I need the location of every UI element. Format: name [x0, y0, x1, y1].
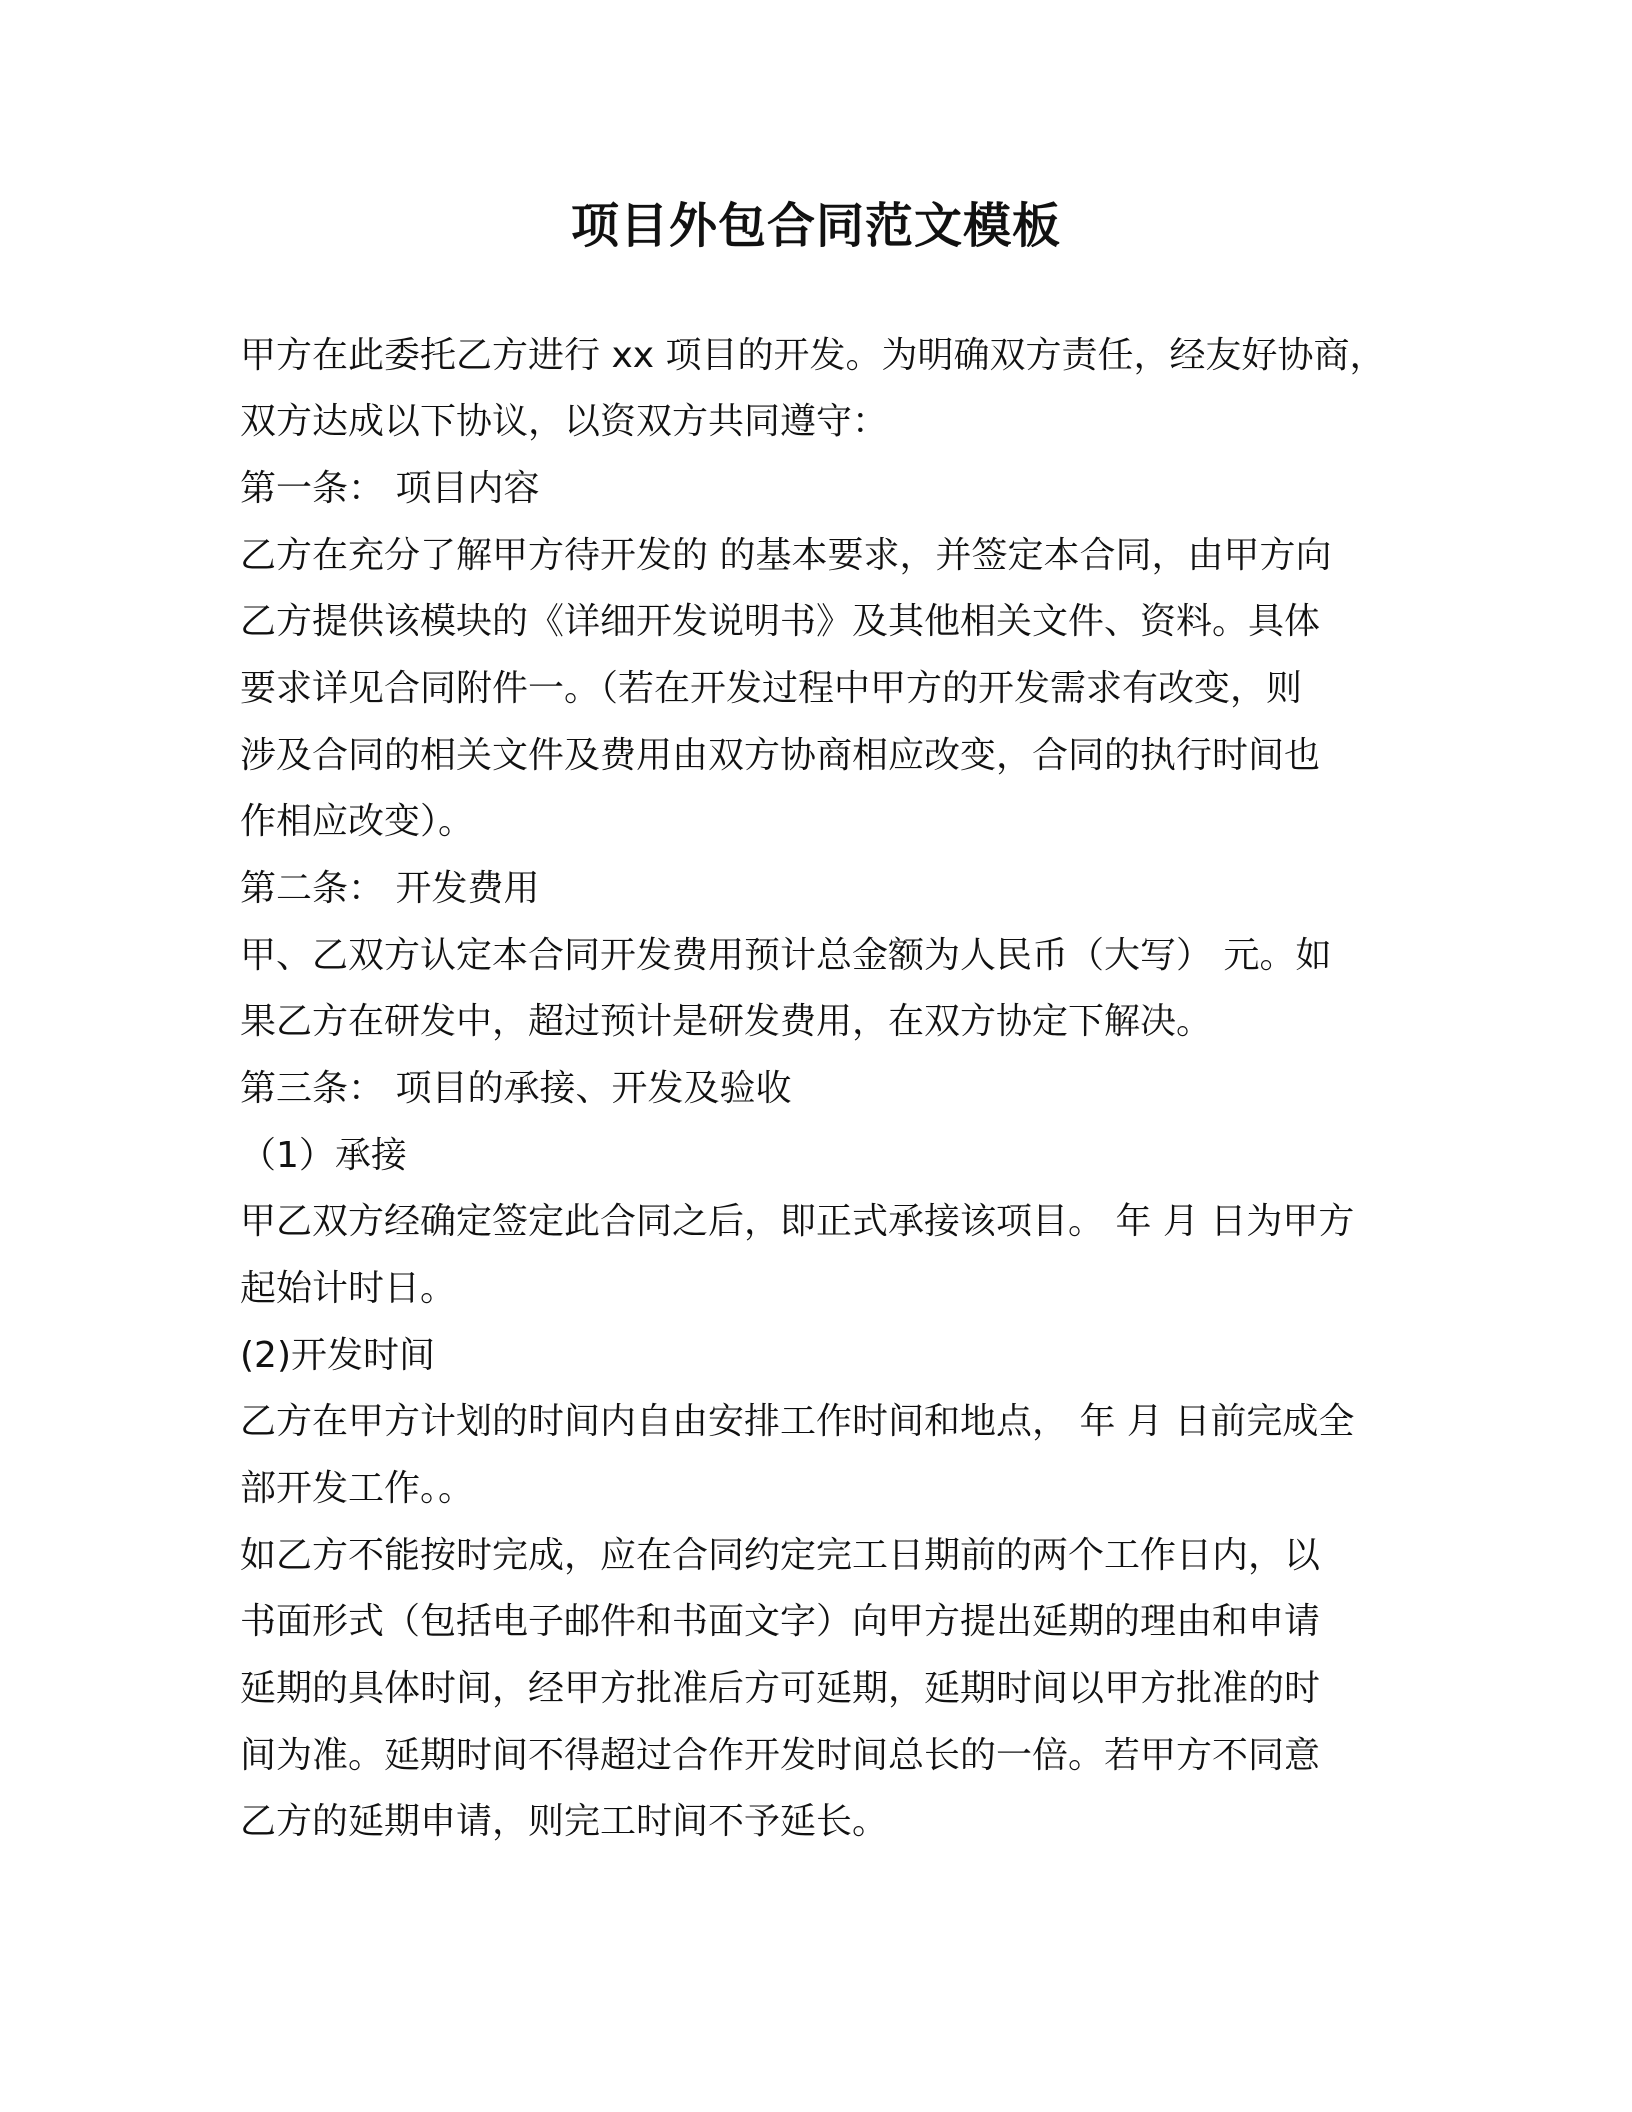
body-line: 书面形式（包括电子邮件和书面文字）向甲方提出延期的理由和申请	[240, 1601, 1321, 1642]
subsection-heading: （1）承接	[240, 1135, 407, 1176]
body-line: 延期的具体时间，经甲方批准后方可延期，延期时间以甲方批准的时	[240, 1668, 1321, 1709]
body-line: 乙方在充分了解甲方待开发的 的基本要求，并签定本合同，由甲方向	[240, 535, 1332, 576]
subsection-heading: (2)开发时间	[240, 1335, 435, 1376]
body-line: 甲、乙双方认定本合同开发费用预计总金额为人民币（大写） 元。如	[240, 935, 1332, 976]
body-line: 作相应改变）。	[240, 801, 475, 842]
document-title: 项目外包合同范文模板	[570, 198, 1061, 254]
body-line: 甲方在此委托乙方进行 xx 项目的开发。为明确双方责任，经友好协商，	[240, 335, 1386, 376]
body-line: 乙方在甲方计划的时间内自由安排工作时间和地点， 年 月 日前完成全	[240, 1401, 1355, 1442]
body-line: 起始计时日。	[240, 1268, 457, 1309]
body-line: 间为准。延期时间不得超过合作开发时间总长的一倍。若甲方不同意	[240, 1735, 1321, 1776]
body-line: 果乙方在研发中，超过预计是研发费用，在双方协定下解决。	[240, 1001, 1213, 1042]
article-heading: 第一条： 项目内容	[240, 468, 540, 509]
body-line: 甲乙双方经确定签定此合同之后，即正式承接该项目。 年 月 日为甲方	[240, 1201, 1355, 1242]
body-line: 如乙方不能按时完成，应在合同约定完工日期前的两个工作日内，以	[240, 1535, 1321, 1576]
body-line: 部开发工作。。	[240, 1468, 475, 1509]
body-line: 乙方的延期申请，则完工时间不予延长。	[240, 1801, 889, 1842]
body-line: 双方达成以下协议，以资双方共同遵守：	[240, 401, 889, 442]
body-line: 涉及合同的相关文件及费用由双方协商相应改变，合同的执行时间也	[240, 735, 1321, 776]
article-heading: 第三条： 项目的承接、开发及验收	[240, 1068, 792, 1109]
body-line: 要求详见合同附件一。（若在开发过程中甲方的开发需求有改变，则	[240, 668, 1303, 709]
article-heading: 第二条： 开发费用	[240, 868, 540, 909]
body-line: 乙方提供该模块的《详细开发说明书》及其他相关文件、资料。具体	[240, 601, 1321, 642]
